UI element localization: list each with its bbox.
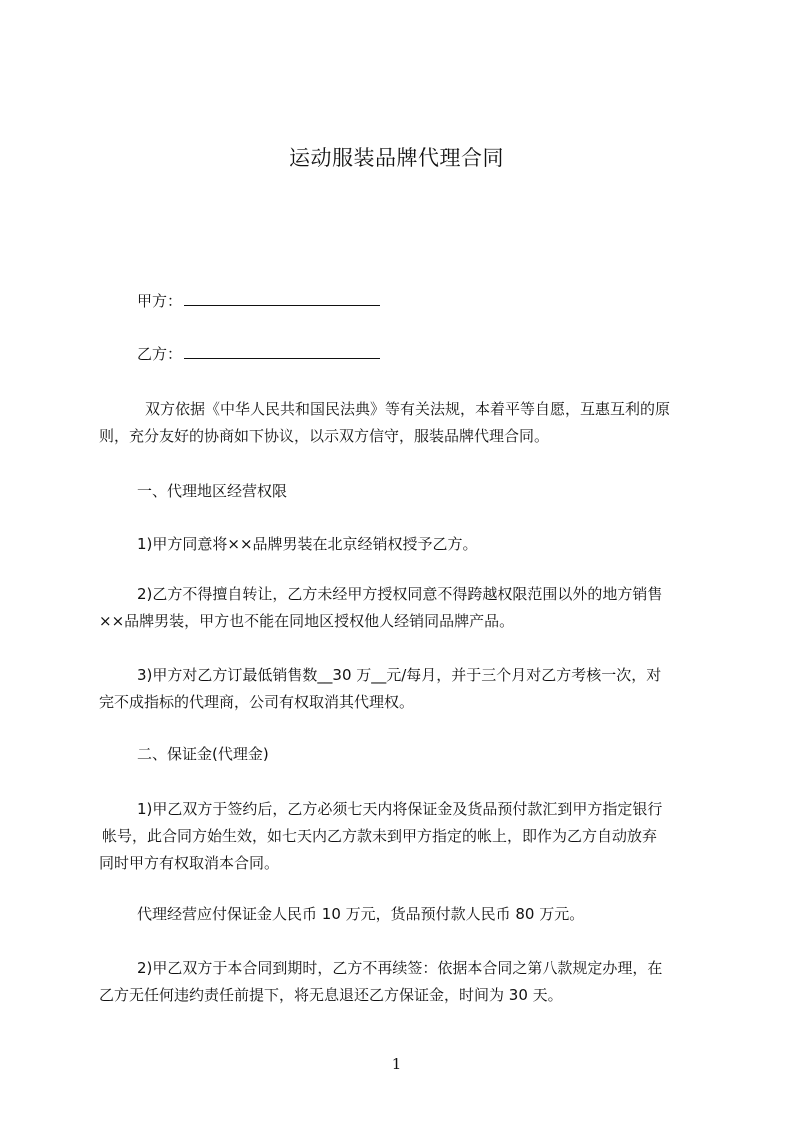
s2-deposit-line: 代理经营应付保证金人民币 10 万元，货品预付款人民币 80 万元。	[137, 905, 585, 923]
s2-item-1-line-1: 1)甲乙双方于签约后，乙方必须七天内将保证金及货品预付款汇到甲方指定银行	[137, 800, 663, 818]
intro-line-1: 双方依据《中华人民共和国民法典》等有关法规，本着平等自愿，互惠互利的原	[145, 400, 671, 418]
s2-item-1-line-3: 同时甲方有权取消本合同。	[99, 854, 280, 872]
intro-line-2: 则，充分友好的协商如下协议，以示双方信守，服装品牌代理合同。	[99, 427, 550, 445]
page-number: 1	[391, 1055, 402, 1073]
party-a-blank	[184, 291, 380, 306]
s1-item-1: 1)甲方同意将××品牌男装在北京经销权授予乙方。	[137, 535, 478, 553]
party-a-line	[137, 290, 380, 312]
s2-item-1-line-2: 帐号，此合同方始生效，如七天内乙方款未到甲方指定的帐上，即作为乙方自动放弃	[102, 827, 658, 845]
section-2-heading: 二、保证金(代理金)	[137, 745, 269, 763]
section-1-heading: 一、代理地区经营权限	[137, 482, 288, 500]
document-title: 运动服装品牌代理合同	[289, 146, 504, 170]
s1-item-3-line-2: 完不成指标的代理商，公司有权取消其代理权。	[99, 693, 415, 711]
party-b-line	[137, 343, 380, 365]
s2-item-2-line-1: 2)甲乙双方于本合同到期时，乙方不再续签：依据本合同之第八款规定办理，在	[137, 959, 663, 977]
s1-item-2-line-1: 2)乙方不得擅自转让，乙方未经甲方授权同意不得跨越权限范围以外的地方销售	[137, 585, 663, 603]
party-b-label: 乙方：	[137, 345, 183, 363]
s2-item-2-line-2: 乙方无任何违约责任前提下，将无息退还乙方保证金，时间为 30 天。	[99, 986, 563, 1004]
party-a-label: 甲方：	[137, 292, 183, 310]
party-b-blank	[184, 344, 380, 359]
s1-item-2-line-2: ××品牌男装，甲方也不能在同地区授权他人经销同品牌产品。	[99, 612, 515, 630]
s1-item-3-line-1: 3)甲方对乙方订最低销售数__30 万__元/每月，并于三个月对乙方考核一次，对	[137, 666, 662, 684]
